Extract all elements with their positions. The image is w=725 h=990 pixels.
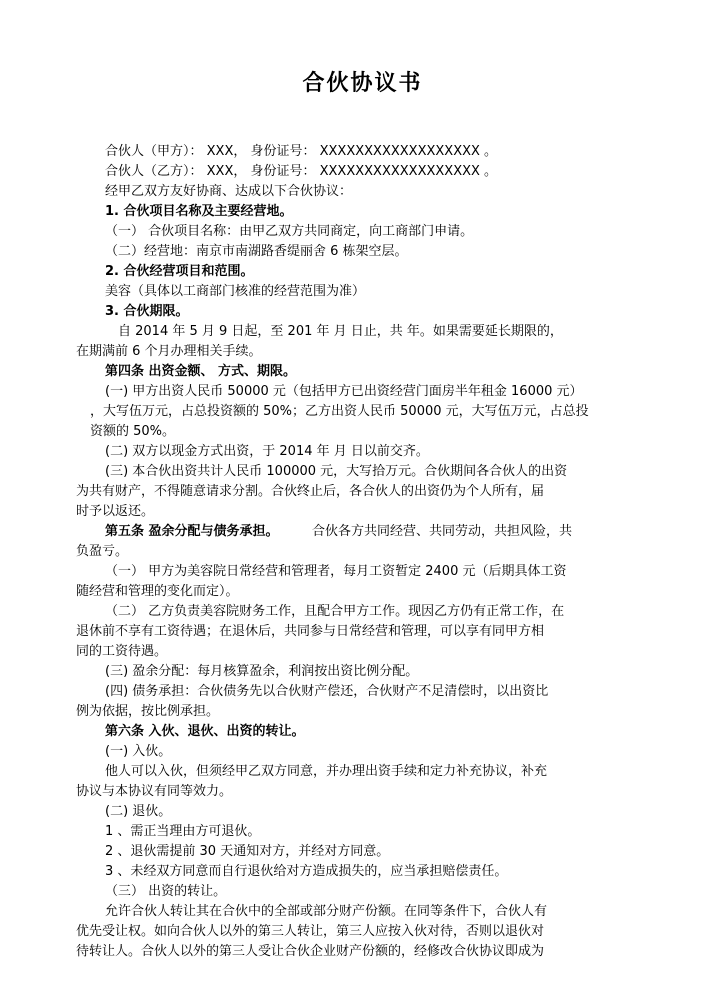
paragraph-line: 1 、需正当理由方可退伙。 <box>105 824 261 839</box>
paragraph-line: （二） 乙方负责美容院财务工作，且配合甲方工作。现因乙方仍有正常工作，在 <box>105 604 565 619</box>
paragraph-line: 负盈亏。 <box>76 544 129 559</box>
paragraph-line: (二) 双方以现金方式出资，于 2014 年 月 日以前交齐。 <box>105 444 429 459</box>
article-4-heading: 第四条 出资金额、 方式、期限。 <box>105 364 297 379</box>
section-1-heading: 1. 合伙项目名称及主要经营地。 <box>105 204 293 219</box>
paragraph-line: (四) 债务承担：合伙债务先以合伙财产偿还，合伙财产不足清偿时，以出资比 <box>105 684 549 699</box>
section-2-heading: 2. 合伙经营项目和范围。 <box>105 264 254 279</box>
paragraph-line: 美容（具体以工商部门核准的经营范围为准） <box>105 284 366 299</box>
paragraph-line: 3 、未经双方同意而自行退伙给对方造成损失的，应当承担赔偿责任。 <box>105 864 508 879</box>
paragraph-line: 自 2014 年 5 月 9 日起，至 201 年 月 日止，共 年。如果需要延长期限的， <box>118 324 563 339</box>
paragraph-line: （一） 合伙项目名称：由甲乙双方共同商定，向工商部门申请。 <box>105 224 474 239</box>
paragraph-line: （一） 甲方为美容院日常经营和管理者，每月工资暂定 2400 元（后期具体工资 <box>105 564 567 579</box>
paragraph-line: 同的工资待遇。 <box>76 644 168 659</box>
paragraph-line: 协议与本协议有同等效力。 <box>76 784 233 799</box>
paragraph-line: 优先受让权。如向合伙人以外的第三人转让，第三人应按入伙对待，否则以退伙对 <box>76 924 545 939</box>
section-3-heading: 3. 合伙期限。 <box>105 304 189 319</box>
paragraph-line: 2 、退伙需提前 30 天通知对方，并经对方同意。 <box>105 844 390 859</box>
paragraph-line: 退休前不享有工资待遇；在退休后，共同参与日常经营和管理，可以享有同甲方相 <box>76 624 545 639</box>
paragraph-line: (三) 本合伙出资共计人民币 100000 元，大写拾万元。合伙期间各合伙人的出资 <box>105 464 568 479</box>
paragraph-line: (二) 退伙。 <box>105 804 172 819</box>
partner-b-line: 合伙人（乙方）： XXX， 身份证号： XXXXXXXXXXXXXXXXXX 。 <box>105 164 498 179</box>
document-title: 合伙协议书 <box>302 71 423 96</box>
paragraph-line: 资额的 50%。 <box>90 424 176 439</box>
article-6-heading: 第六条 入伙、退伙、出资的转让。 <box>105 724 305 739</box>
paragraph-line: （二）经营地：南京市南湖路香缇丽舍 6 栋架空层。 <box>105 244 408 259</box>
partner-a-line: 合伙人（甲方）： XXX， 身份证号： XXXXXXXXXXXXXXXXXX 。 <box>105 144 498 159</box>
paragraph-line: 时予以返还。 <box>76 504 155 519</box>
paragraph-line: 为共有财产，不得随意请求分割。合伙终止后，各合伙人的出资仍为个人所有，届 <box>76 484 545 499</box>
paragraph-line: 允许合伙人转让其在合伙中的全部或部分财产份额。在同等条件下，合伙人有 <box>105 904 548 919</box>
article-5-heading: 第五条 盈余分配与债务承担。 <box>105 524 279 539</box>
paragraph-line: ，大写伍万元，占总投资额的 50%；乙方出资人民币 50000 元，大写伍万元，占总投 <box>90 404 589 419</box>
paragraph-line: 他人可以入伙，但须经甲乙双方同意，并办理出资手续和定力补充协议，补充 <box>105 764 548 779</box>
paragraph-line: 合伙各方共同经营、共同劳动，共担风险，共 <box>312 524 573 539</box>
paragraph-line: 在期满前 6 个月办理相关手续。 <box>76 344 262 359</box>
paragraph-line: （三） 出资的转让。 <box>105 884 227 899</box>
paragraph-line: 待转让人。合伙人以外的第三人受让合伙企业财产份额的，经修改合伙协议即成为 <box>76 944 545 959</box>
intro-line: 经甲乙双方友好协商、达成以下合伙协议： <box>105 184 353 199</box>
paragraph-line: 例为依据，按比例承担。 <box>76 704 220 719</box>
paragraph-line: (三) 盈余分配：每月核算盈余，利润按出资比例分配。 <box>105 664 419 679</box>
paragraph-line: (一) 入伙。 <box>105 744 172 759</box>
paragraph-line: (一) 甲方出资人民币 50000 元（包括甲方已出资经营门面房半年租金 16000 元） <box>105 384 583 399</box>
paragraph-line: 随经营和管理的变化而定）。 <box>76 584 239 599</box>
